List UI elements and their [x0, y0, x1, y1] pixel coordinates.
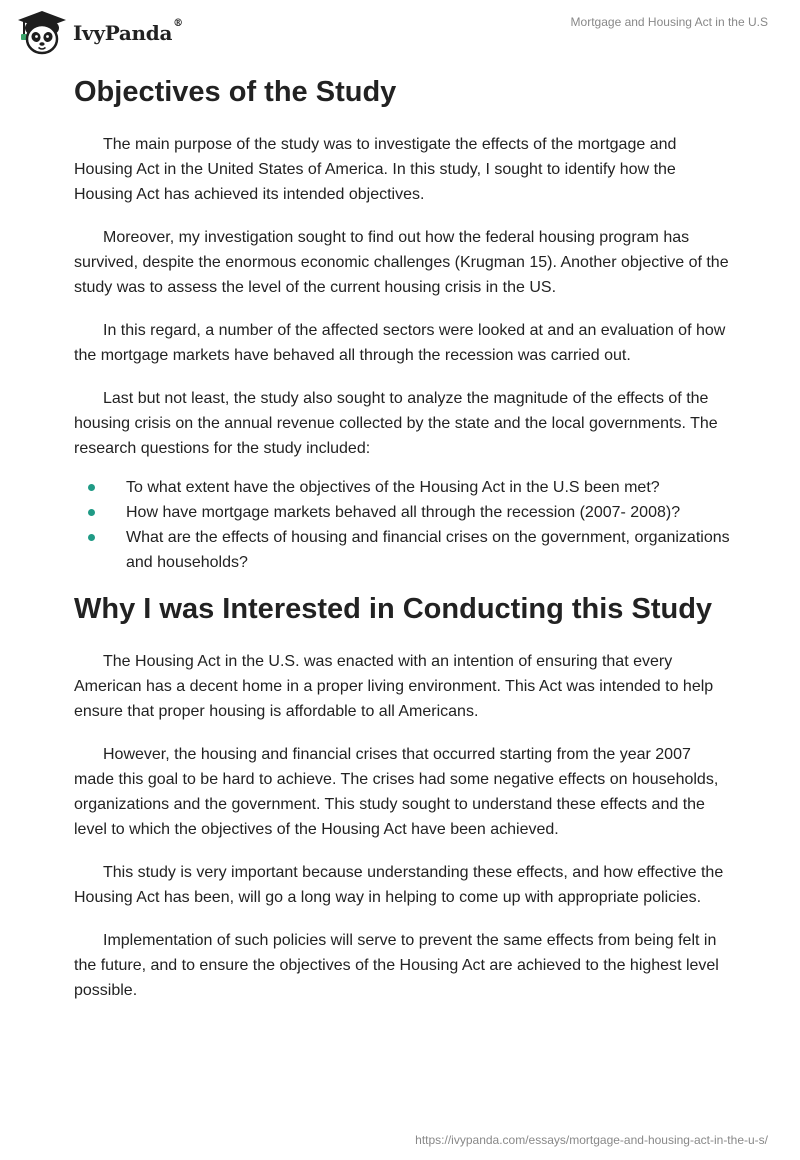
- bullet-dot-icon: [88, 509, 95, 516]
- paragraph: However, the housing and financial crises that occurred starting from the year 2007 made this goal to be hard to achieve. The crises had some negative effects on households, organizations and the government. This study sought to understand these effects and the level to which the objectives of the Housing Act have been achieved.: [74, 746, 719, 838]
- bullet-dot-icon: [88, 534, 95, 541]
- list-item: [74, 475, 734, 500]
- research-questions-list: [74, 475, 734, 575]
- list-item-text: What are the effects of housing and financial crises on the government, organizations and households?: [126, 529, 730, 571]
- paragraph: Implementation of such policies will serve to prevent the same effects from being felt in the future, and to ensure the objectives of the Housing Act are achieved to the highest level possible.: [74, 932, 719, 999]
- registered-mark: ®: [173, 18, 183, 29]
- paragraph: Moreover, my investigation sought to find out how the federal housing program has survived, despite the enormous economic challenges (Krugman 15). Another objective of the study was to assess the level of the current housing crisis in the US.: [74, 229, 729, 296]
- page-header: [0, 0, 800, 62]
- list-item: [74, 525, 734, 575]
- source-url-link[interactable]: https://ivypanda.com/essays/mortgage-and-housing-act-in-the-u-s/: [415, 1133, 768, 1147]
- bullet-dot-icon: [88, 484, 95, 491]
- section-heading-objectives: Objectives of the Study: [74, 76, 397, 108]
- panda-graduation-cap-icon: [16, 9, 68, 55]
- essay-content: [74, 70, 734, 1021]
- paragraph: The Housing Act in the U.S. was enacted with an intention of ensuring that every American has a decent home in a proper living environment. This Act was intended to help ensure that proper housing is affordable to all Americans.: [74, 653, 714, 720]
- list-item: [74, 500, 734, 525]
- brand-name: IvyPanda®: [73, 18, 183, 45]
- paragraph: The main purpose of the study was to investigate the effects of the mortgage and Housing Act in the United States of America. In this study, I sought to identify how the Housing Act has achieved its intended objectives.: [74, 136, 677, 203]
- document-title: Mortgage and Housing Act in the U.S: [570, 15, 768, 29]
- list-item-text: To what extent have the objectives of the Housing Act in the U.S been met?: [126, 479, 660, 496]
- paragraph: In this regard, a number of the affected sectors were looked at and an evaluation of how the mortgage markets have behaved all through the recession was carried out.: [74, 322, 726, 364]
- paragraph: This study is very important because understanding these effects, and how effective the Housing Act has been, will go a long way in helping to come up with appropriate policies.: [74, 864, 724, 906]
- list-item-text: How have mortgage markets behaved all through the recession (2007- 2008)?: [126, 504, 681, 521]
- section-heading-interest: Why I was Interested in Conducting this Study: [74, 593, 713, 625]
- paragraph: Last but not least, the study also sought to analyze the magnitude of the effects of the housing crisis on the annual revenue collected by the state and the local governments. The research questions for the study included:: [74, 390, 718, 457]
- ivypanda-logo[interactable]: [16, 9, 183, 55]
